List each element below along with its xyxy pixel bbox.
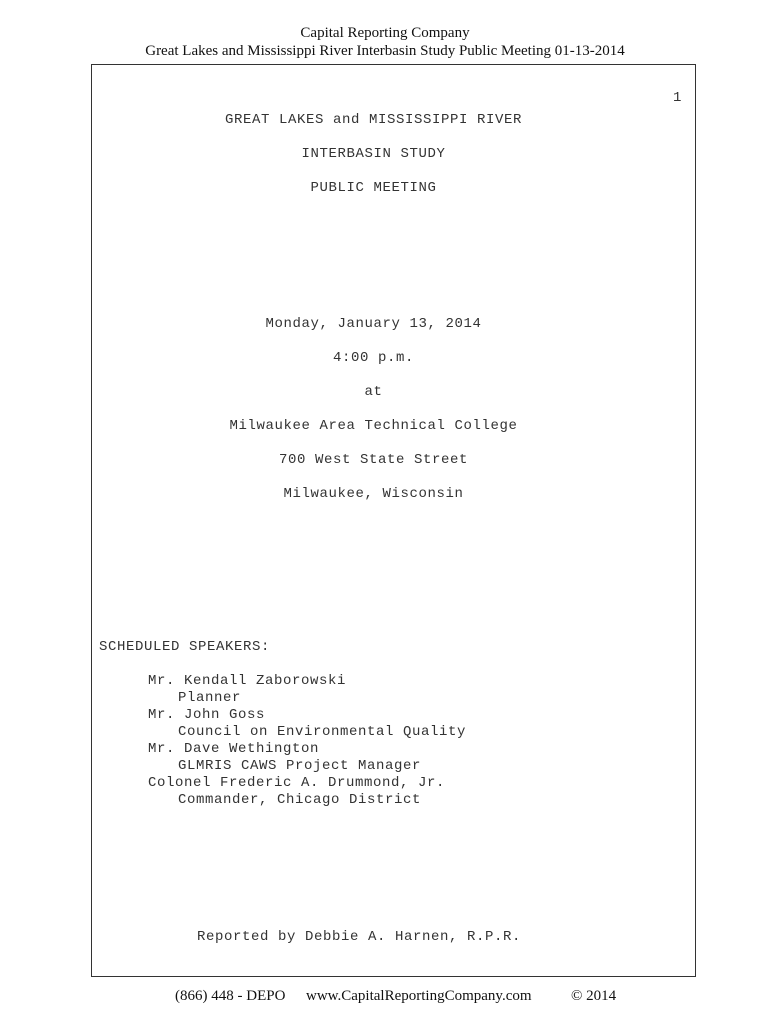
- footer-phone: (866) 448 - DEPO: [175, 988, 286, 1004]
- speakers-heading: SCHEDULED SPEAKERS:: [99, 639, 271, 655]
- reporter-line: Reported by Debbie A. Harnen, R.P.R.: [197, 929, 522, 945]
- speaker-name: Mr. Dave Wethington: [148, 741, 320, 757]
- speaker-role: Commander, Chicago District: [178, 792, 422, 808]
- meeting-time: 4:00 p.m.: [332, 350, 414, 366]
- meeting-venue: Milwaukee Area Technical College: [229, 418, 518, 434]
- speaker-name: Colonel Frederic A. Drummond, Jr.: [148, 775, 446, 791]
- title-line-3: PUBLIC MEETING: [310, 180, 437, 196]
- speaker-role: Council on Environmental Quality: [178, 724, 467, 740]
- footer-copyright: © 2014: [571, 988, 617, 1004]
- footer-website: www.CapitalReportingCompany.com: [306, 988, 532, 1004]
- page-number: 1: [672, 90, 682, 106]
- speaker-name: Mr. Kendall Zaborowski: [148, 673, 347, 689]
- title-line-1: GREAT LAKES and MISSISSIPPI RIVER: [224, 112, 523, 128]
- header-title: Great Lakes and Mississippi River Interbasin Study Public Meeting 01-13-2014: [145, 43, 625, 59]
- title-line-2: INTERBASIN STUDY: [301, 146, 446, 162]
- transcript-page-frame: [91, 64, 696, 977]
- speaker-name: Mr. John Goss: [148, 707, 266, 723]
- speaker-role: Planner: [178, 690, 242, 706]
- speaker-role: GLMRIS CAWS Project Manager: [178, 758, 422, 774]
- meeting-date: Monday, January 13, 2014: [265, 316, 482, 332]
- meeting-at: at: [364, 384, 383, 400]
- header-company: Capital Reporting Company: [300, 25, 470, 41]
- meeting-street: 700 West State Street: [278, 452, 469, 468]
- meeting-city: Milwaukee, Wisconsin: [283, 486, 464, 502]
